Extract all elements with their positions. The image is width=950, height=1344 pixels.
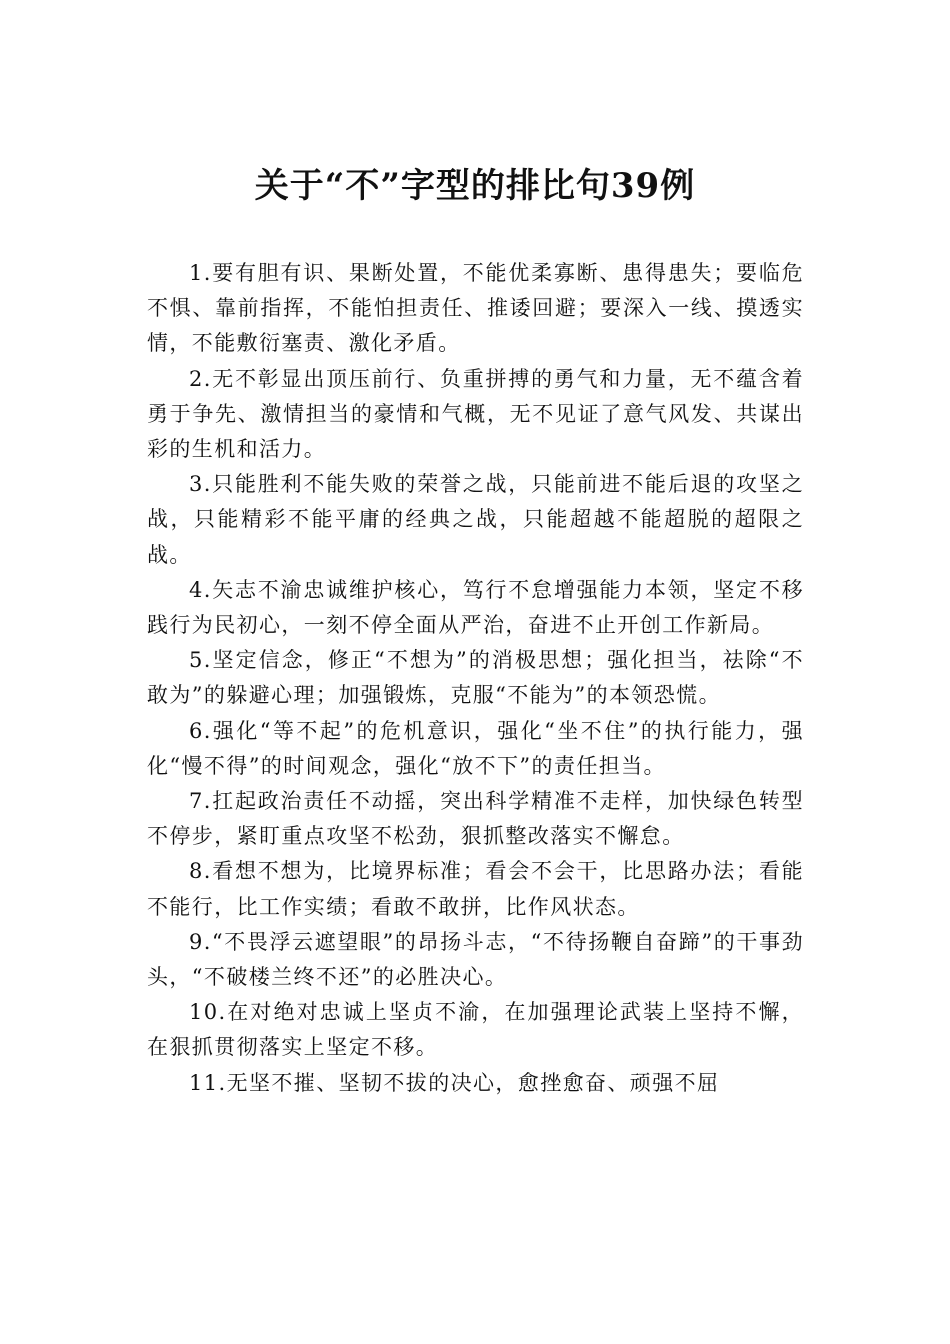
paragraph-8: 8.看想不想为，比境界标准；看会不会干，比思路办法；看能不能行，比工作实绩；看敢不敢拼，比作风状态。 bbox=[147, 859, 804, 919]
document-title: 关于“不”字型的排比句39例 bbox=[254, 166, 696, 206]
paragraph-6: 6.强化“等不起”的危机意识，强化“坐不住”的执行能力，强化“慢不得”的时间观念，强化“放不下”的责任担当。 bbox=[147, 718, 804, 778]
paragraph-11: 11.无坚不摧、坚韧不拔的决心，愈挫愈奋、顽强不屈 bbox=[189, 1070, 720, 1095]
paragraph-7: 7.扛起政治责任不动摇，突出科学精准不走样，加快绿色转型不停步，紧盯重点攻坚不松劲，狠抓整改落实不懈怠。 bbox=[147, 789, 804, 849]
paragraph-2: 2.无不彰显出顶压前行、负重拼搏的勇气和力量，无不蕴含着勇于争先、激情担当的豪情和气概，无不见证了意气风发、共谋出彩的生机和活力。 bbox=[147, 366, 804, 462]
document-body bbox=[147, 256, 804, 1101]
paragraph-3: 3.只能胜利不能失败的荣誉之战，只能前进不能后退的攻坚之战，只能精彩不能平庸的经典之战，只能超越不能超脱的超限之战。 bbox=[147, 472, 804, 567]
paragraph-10: 10.在对绝对忠诚上坚贞不渝，在加强理论武装上坚持不懈，在狠抓贯彻落实上坚定不移。 bbox=[147, 1000, 804, 1060]
paragraph-4: 4.矢志不渝忠诚维护核心，笃行不怠增强能力本领，坚定不移践行为民初心，一刻不停全面从严治，奋进不止开创工作新局。 bbox=[147, 577, 804, 638]
paragraph-9: 9.“不畏浮云遮望眼”的昂扬斗志，“不待扬鞭自奋蹄”的干事劲头，“不破楼兰终不还”的必胜决心。 bbox=[147, 929, 804, 990]
paragraph-5: 5.坚定信念，修正“不想为”的消极思想；强化担当，祛除“不敢为”的躲避心理；加强锻炼，克服“不能为”的本领恐慌。 bbox=[147, 648, 804, 708]
paragraph-1: 1.要有胆有识、果断处置，不能优柔寡断、患得患失；要临危不惧、靠前指挥，不能怕担责任、推诿回避；要深入一线、摸透实情，不能敷衍塞责、激化矛盾。 bbox=[147, 261, 804, 356]
